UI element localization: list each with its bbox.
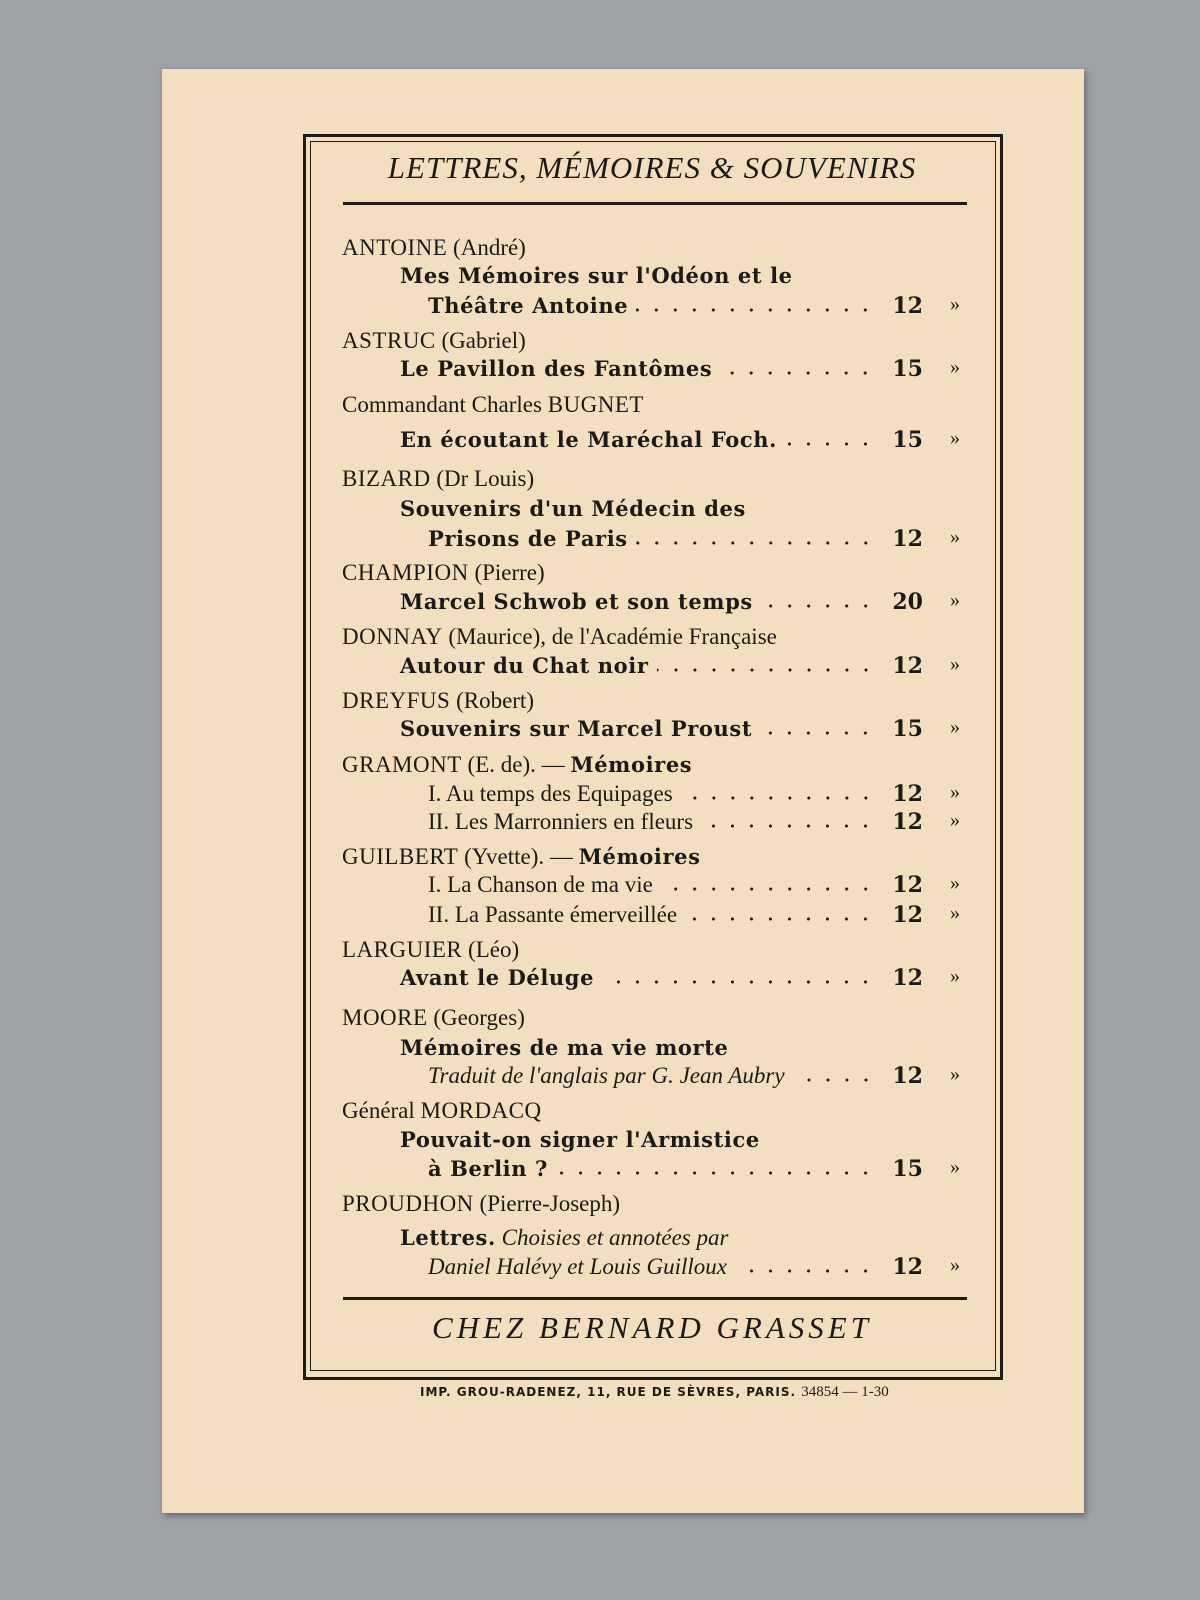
author-name: BIZARD [342,466,431,491]
author-line [342,560,545,586]
franc-mark: » [950,356,960,378]
price: 12 [892,902,923,928]
book-title: En écoutant le Maréchal Foch. [400,427,778,452]
title-line [400,496,923,522]
book-title: à Berlin ? [428,1156,548,1181]
price: 15 [892,1156,923,1182]
series-title: Mémoires [578,844,701,869]
franc-mark: » [950,1063,960,1085]
author-prefix: Commandant Charles [342,392,542,417]
dot-leader [761,604,875,608]
author-line [342,937,519,963]
franc-mark: » [950,589,960,611]
price: 12 [892,781,923,807]
author-prefix: Général [342,1098,415,1123]
dot-leader [636,308,875,312]
author-given-name: (Yvette). — [464,844,573,869]
title-line [400,1035,923,1061]
author-line [342,328,526,354]
book-title: Avant le Déluge [400,965,595,990]
dot-leader [793,1078,875,1082]
price: 12 [892,809,923,835]
author-name: MOORE [342,1005,428,1030]
author-name: PROUDHON [342,1191,474,1216]
title-line [400,263,923,289]
author-line [342,844,701,870]
author-name: MORDACQ [420,1098,542,1123]
dot-leader [661,887,875,891]
title-line [400,356,923,382]
book-title: Le Pavillon des Fantômes [400,356,713,381]
bottom-rule [343,1297,967,1300]
author-given-name: (Robert) [456,688,534,713]
imprint-number: 34854 — 1-30 [801,1384,889,1400]
author-line [342,466,534,492]
title-line [400,653,923,679]
author-line [342,624,777,650]
franc-mark: » [950,716,960,738]
author-given-name: (André) [453,235,526,260]
book-title: Mes Mémoires sur l'Odéon et le [400,263,793,288]
author-given-name: (Léo) [468,937,520,962]
franc-mark: » [950,1254,960,1276]
book-title: Autour du Chat noir [400,653,649,678]
price: 12 [892,526,923,552]
franc-mark: » [950,1156,960,1178]
franc-mark: » [950,526,960,548]
dot-leader [657,668,876,672]
dot-leader [636,541,875,545]
book-note: Traduit de l'anglais par G. Jean Aubry [428,1063,785,1088]
imprint [420,1384,889,1401]
imprint-text: IMP. GROU-RADENEZ, 11, RUE DE SÈVRES, PARIS. [420,1385,797,1399]
franc-mark: » [950,293,960,315]
author-line [342,1191,620,1217]
price: 12 [892,1063,923,1089]
author-line [342,392,644,418]
author-given-name: (Pierre-Joseph) [479,1191,621,1216]
author-name: GUILBERT [342,844,459,869]
book-title: Souvenirs sur Marcel Proust [400,716,753,741]
author-line [342,752,692,778]
volume-title: I. Au temps des Equipages [428,781,673,806]
book-title: Lettres. [400,1225,496,1250]
price: 12 [892,653,923,679]
book-title: Marcel Schwob et son temps [400,589,753,614]
dot-leader [701,824,875,828]
author-line [342,1098,542,1124]
dot-leader [760,731,875,735]
dot-leader [556,1171,875,1175]
dot-leader [685,917,875,921]
dot-leader [735,1269,875,1273]
price: 12 [892,872,923,898]
book-title: Prisons de Paris [428,526,628,551]
price: 15 [892,427,923,453]
title-line [400,427,923,453]
title-line [428,293,923,319]
top-rule [343,202,967,205]
price: 20 [892,589,923,615]
book-title: Pouvait-on signer l'Armistice [400,1127,760,1152]
price: 12 [892,293,923,319]
author-name: DREYFUS [342,688,451,713]
volume-title: I. La Chanson de ma vie [428,872,653,897]
volume-title: II. La Passante émerveillée [428,902,678,927]
author-name: LARGUIER [342,937,463,962]
title-line [400,1225,923,1251]
series-title: Mémoires [570,752,693,777]
author-name: GRAMONT [342,752,462,777]
title-line [428,872,923,898]
title-line [428,1254,923,1280]
book-title: Théâtre Antoine [428,293,629,318]
price: 12 [892,965,923,991]
franc-mark: » [950,427,960,449]
price: 12 [892,1254,923,1280]
price: 15 [892,356,923,382]
dot-leader [602,980,875,984]
franc-mark: » [950,653,960,675]
title-line [400,1127,923,1153]
book-title: Mémoires de ma vie morte [400,1035,729,1060]
title-line [400,716,923,742]
author-given-name: (Dr Louis) [436,466,535,491]
author-name: CHAMPION [342,560,469,585]
author-given-name: (E. de). — [467,752,565,777]
title-line [428,1156,923,1182]
dot-leader [720,371,875,375]
franc-mark: » [950,781,960,803]
author-line [342,688,534,714]
dot-leader [681,796,875,800]
title-line [428,526,923,552]
author-line [342,235,526,261]
author-line [342,1005,525,1031]
author-name: BUGNET [547,392,644,417]
franc-mark: » [950,965,960,987]
franc-mark: » [950,809,960,831]
franc-mark: » [950,902,960,924]
title-line [428,781,923,807]
book-note: Choisies et annotées par [501,1225,729,1250]
price: 15 [892,716,923,742]
title-line [428,902,923,928]
franc-mark: » [950,872,960,894]
book-note: Daniel Halévy et Louis Guilloux [428,1254,727,1279]
author-given-name: (Gabriel) [441,328,526,353]
author-given-name: (Pierre) [474,560,545,585]
volume-title: II. Les Marronniers en fleurs [428,809,694,834]
title-line [400,589,923,615]
author-name: DONNAY [342,624,443,649]
author-given-name: (Maurice), de l'Académie Française [448,624,777,649]
author-name: ASTRUC [342,328,436,353]
author-name: ANTOINE [342,235,448,260]
title-line [428,1063,923,1089]
book-title: Souvenirs d'un Médecin des [400,496,746,521]
title-line [400,965,923,991]
series-heading: LETTRES, MÉMOIRES & SOUVENIRS [387,150,917,185]
dot-leader [785,442,875,446]
publisher: CHEZ BERNARD GRASSET [432,1310,872,1345]
author-given-name: (Georges) [433,1005,525,1030]
title-line [428,809,923,835]
